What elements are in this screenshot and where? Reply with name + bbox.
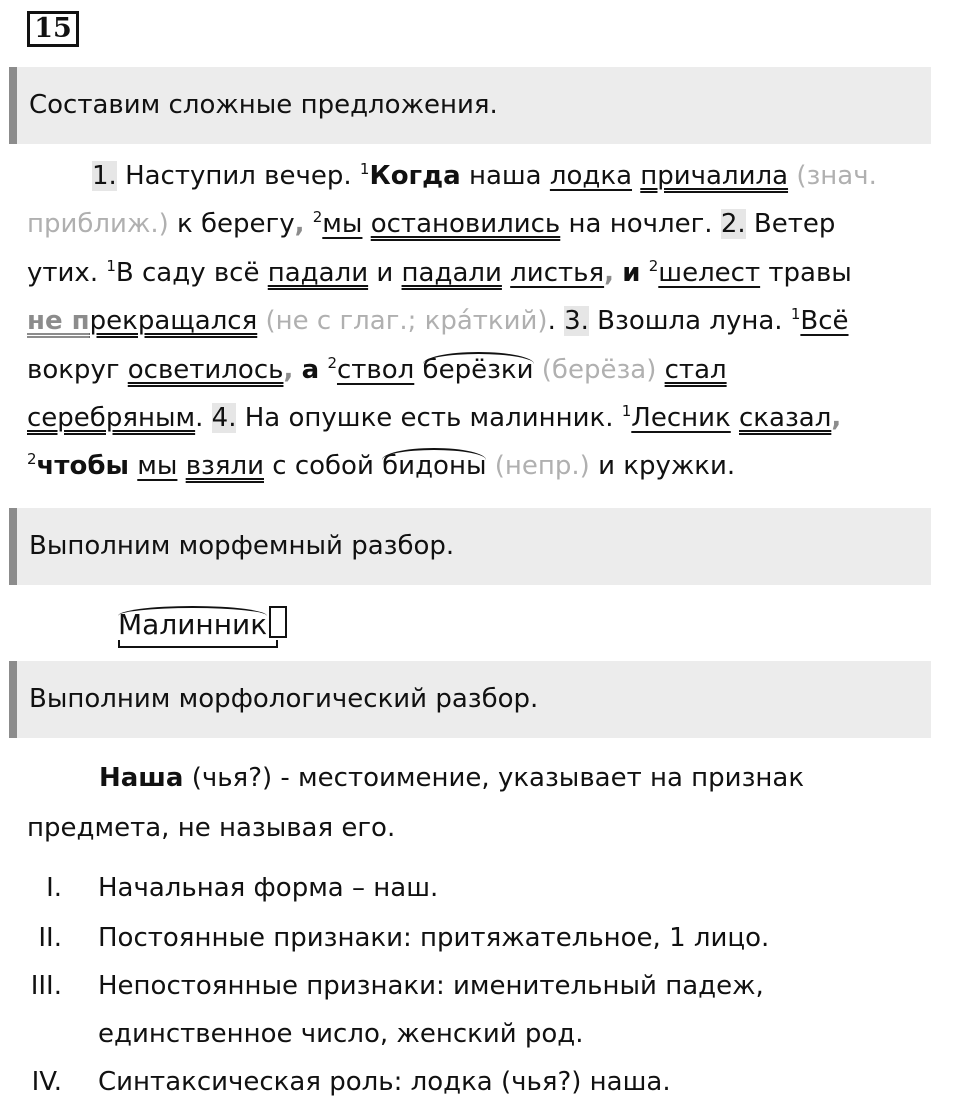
list-numeral: IV.	[31, 1067, 62, 1097]
clause-index: 1	[621, 402, 632, 420]
spelling-note: (непр.)	[494, 451, 590, 481]
predicate: падали	[401, 258, 502, 288]
text-span: В саду всё	[115, 258, 268, 288]
text-span: Взошла луна.	[588, 306, 791, 336]
text-span: Наступил вечер.	[116, 161, 360, 191]
text-span	[640, 258, 648, 288]
text-span	[293, 355, 301, 385]
word-base-bracket	[118, 640, 278, 648]
sentence-number: 2.	[720, 209, 746, 239]
text-line-3	[27, 257, 852, 288]
exercise-number: 15	[27, 11, 79, 47]
predicate-particle: не п	[27, 306, 90, 336]
text-span	[257, 306, 265, 336]
predicate: рекращался	[89, 306, 258, 336]
subject: мы	[137, 451, 178, 481]
text-span: (чья?) - местоимение, указывает на признак	[183, 763, 805, 793]
text-span	[656, 355, 664, 385]
predicate: взяли	[185, 451, 264, 481]
text-span	[486, 451, 494, 481]
subject: Всё	[800, 306, 849, 336]
conjunction: а	[301, 355, 320, 385]
intro-line-1	[99, 763, 804, 793]
predicate: сказал	[739, 403, 832, 433]
analyzed-word: Наша	[99, 763, 184, 793]
predicate: причалила	[640, 161, 789, 191]
text-span	[731, 403, 739, 433]
text-span: .	[195, 403, 212, 433]
predicate: падали	[267, 258, 369, 288]
sentence-number: 3.	[564, 306, 589, 336]
list-text: Постоянные признаки: притяжательное, 1 лицо.	[98, 923, 770, 953]
predicate: стал	[664, 355, 727, 385]
section-morpheme-analysis: Выполним морфемный разбор.	[9, 508, 931, 585]
clause-index: 2	[327, 354, 337, 372]
spelling-note: (не с глаг.; кра́ткий)	[265, 306, 548, 336]
intro-line-2: предмета, не называя его.	[27, 813, 396, 843]
subject: Лесник	[631, 403, 731, 433]
text-line-6	[27, 402, 841, 433]
subject: мы	[322, 209, 363, 239]
conjunction: чтобы	[36, 451, 129, 481]
text-span: утих.	[27, 258, 107, 288]
text-span	[614, 258, 622, 288]
clause-index: 1	[106, 257, 116, 275]
root-marked-word: берёзки	[423, 352, 534, 385]
subject: шелест	[658, 258, 761, 288]
predicate: остановились	[370, 209, 561, 239]
text-span: наша	[460, 161, 550, 191]
subject: ствол	[336, 355, 415, 385]
comma: ,	[294, 209, 305, 239]
text-span: к берегу	[168, 209, 295, 239]
text-span	[534, 355, 542, 385]
clause-index: 2	[648, 257, 659, 275]
text-span	[502, 258, 510, 288]
text-span: на ночлег.	[560, 209, 721, 239]
sentence-number: 4.	[211, 403, 237, 433]
list-numeral: I.	[46, 873, 62, 903]
null-ending-box	[269, 606, 287, 638]
spelling-note: приближ.)	[27, 209, 169, 239]
list-numeral: III.	[30, 971, 62, 1001]
text-line-7	[27, 450, 735, 481]
list-numeral: II.	[38, 923, 62, 953]
text-line-5	[27, 354, 727, 385]
text-span	[304, 209, 312, 239]
predicate: осветилось	[127, 355, 284, 385]
text-span: вокруг	[27, 355, 128, 385]
list-text: единственное число, женский род.	[98, 1019, 584, 1049]
comma: ,	[604, 258, 614, 288]
section-morphological-analysis: Выполним морфологический разбор.	[9, 661, 931, 738]
word-root: Малинник	[118, 608, 268, 641]
conjunction: и	[622, 258, 641, 288]
predicate: серебряным	[27, 403, 196, 433]
text-span: и	[368, 258, 402, 288]
list-text: Непостоянные признаки: именительный падеж,	[98, 971, 764, 1001]
morpheme-diagram	[118, 606, 287, 641]
text-span: Ветер	[745, 209, 836, 239]
text-line-2	[27, 208, 835, 239]
list-text: Начальная форма – наш.	[98, 873, 439, 903]
subject: лодка	[549, 161, 633, 191]
clause-index: 1	[359, 160, 370, 178]
comma: ,	[283, 355, 294, 385]
text-line-1	[92, 160, 877, 191]
text-span	[177, 451, 185, 481]
text-line-4	[27, 305, 849, 336]
spelling-note: (знач.	[796, 161, 877, 191]
text-span: травы	[760, 258, 852, 288]
clause-index: 2	[312, 208, 323, 226]
text-span: с собой	[264, 451, 383, 481]
root-marked-word: бидоны	[382, 448, 486, 481]
clause-index: 1	[790, 305, 801, 323]
text-span	[414, 355, 422, 385]
list-text: Синтаксическая роль: лодка (чья?) наша.	[98, 1067, 671, 1097]
sentence-number: 1.	[92, 161, 117, 191]
text-span: .	[547, 306, 565, 336]
comma: ,	[831, 403, 842, 433]
text-span: На опушке есть малинник.	[236, 403, 622, 433]
subject: листья	[510, 258, 605, 288]
text-span: и кружки.	[589, 451, 736, 481]
section-compose-sentences: Составим сложные предложения.	[9, 67, 931, 144]
text-span	[362, 209, 370, 239]
spelling-note: (берёза)	[541, 355, 657, 385]
conjunction: Когда	[369, 161, 461, 191]
clause-index: 2	[27, 450, 37, 468]
